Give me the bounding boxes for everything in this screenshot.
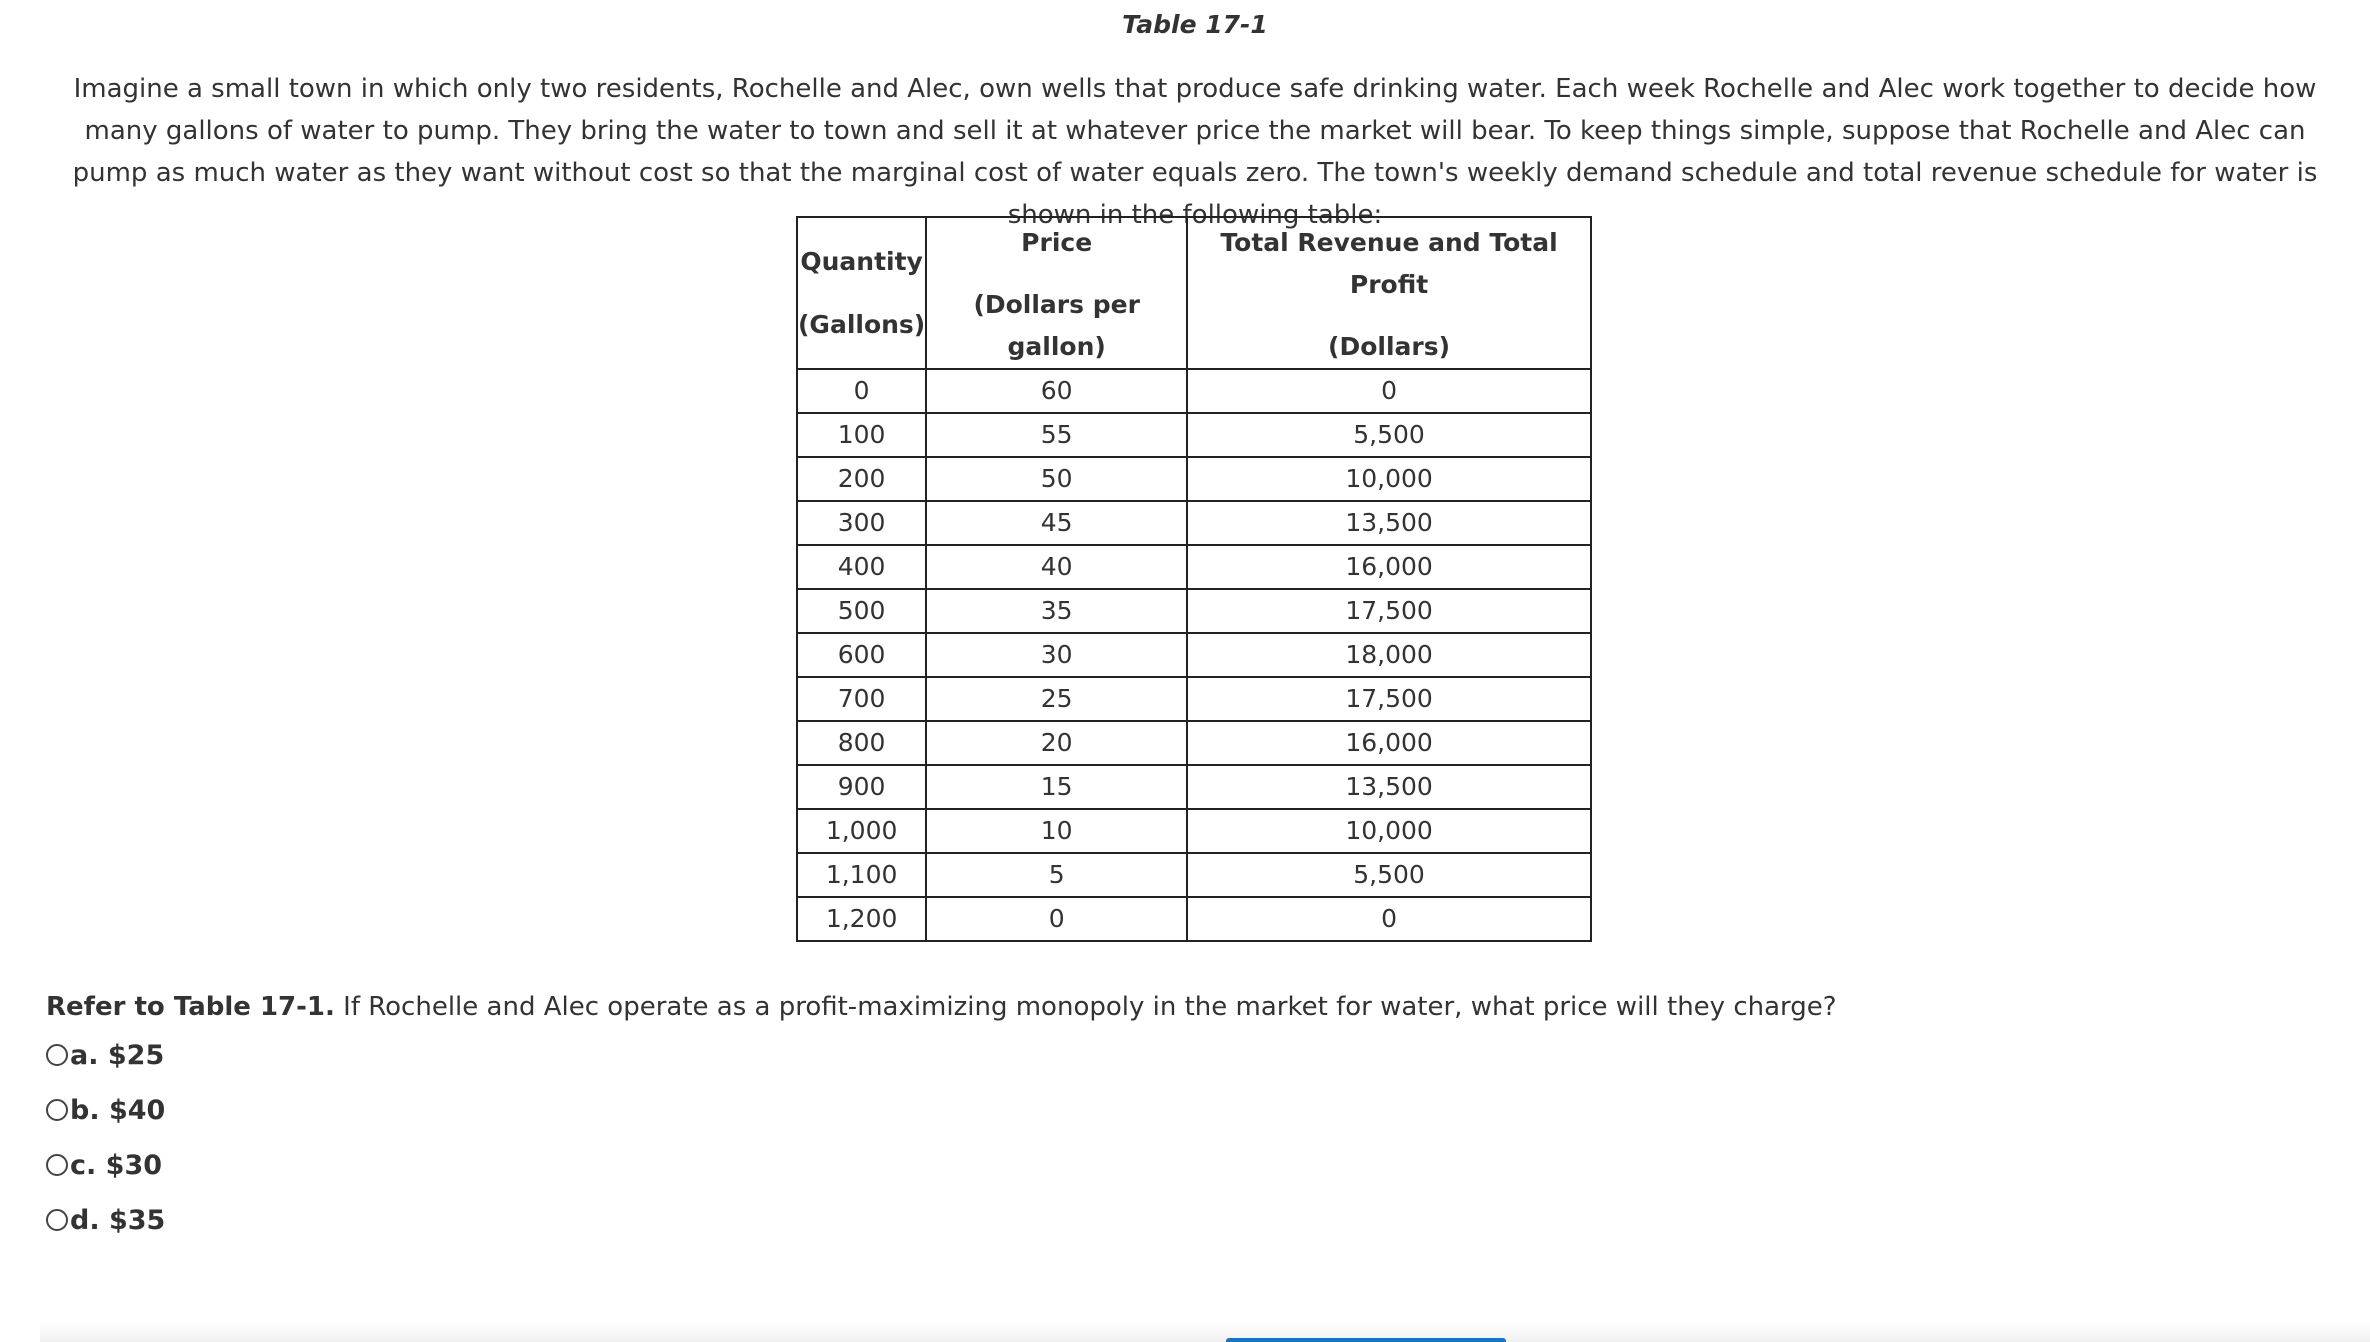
radio-d[interactable]: [46, 1209, 68, 1231]
cell-price: 30: [926, 633, 1187, 677]
cell-total-revenue: 10,000: [1187, 457, 1591, 501]
cell-price: 5: [926, 853, 1187, 897]
table-row: [797, 545, 1591, 589]
table-row: [797, 897, 1591, 941]
cell-quantity: 200: [797, 457, 926, 501]
radio-a[interactable]: [46, 1044, 68, 1066]
cell-quantity: 500: [797, 589, 926, 633]
cell-price: 25: [926, 677, 1187, 721]
cell-quantity: 1,200: [797, 897, 926, 941]
cell-quantity: 100: [797, 413, 926, 457]
option-c-label: c. $30: [70, 1149, 163, 1181]
question-text: [46, 992, 1837, 1022]
table-row: [797, 853, 1591, 897]
table-row: [797, 721, 1591, 765]
cell-total-revenue: 5,500: [1187, 853, 1591, 897]
cell-price: 45: [926, 501, 1187, 545]
intro-paragraph: Imagine a small town in which only two residents, Rochelle and Alec, own wells that produce safe drinking water. Each week Rochelle and Alec work together to decide how many gallons of water to pump. They bring the water to town and sell it at whatever price the market will bear. To keep things simple, suppose that Rochelle and Alec can pump as much water as they want without cost so that the marginal cost of water equals zero. The town's weekly demand schedule and total revenue schedule for water is shown in the following table:: [72, 74, 2318, 230]
cell-quantity: 700: [797, 677, 926, 721]
cell-price: 50: [926, 457, 1187, 501]
cell-total-revenue: 0: [1187, 897, 1591, 941]
bottom-accent-bar: [1226, 1338, 1506, 1342]
table-row: [797, 765, 1591, 809]
bottom-panel-edge: [40, 1322, 2370, 1342]
cell-total-revenue: 10,000: [1187, 809, 1591, 853]
answer-options: [46, 1034, 165, 1254]
cell-quantity: 0: [797, 369, 926, 413]
option-b[interactable]: [46, 1089, 165, 1131]
table-row: [797, 457, 1591, 501]
header-quantity: Quantity (Gallons): [797, 217, 926, 369]
cell-price: 20: [926, 721, 1187, 765]
header-total-revenue: Total Revenue and Total Profit (Dollars): [1187, 217, 1591, 369]
cell-quantity: 600: [797, 633, 926, 677]
question-ref: Refer to Table 17-1.: [46, 992, 335, 1022]
cell-total-revenue: 17,500: [1187, 677, 1591, 721]
table-header-row: [797, 217, 1591, 369]
cell-quantity: 800: [797, 721, 926, 765]
cell-total-revenue: 17,500: [1187, 589, 1591, 633]
cell-quantity: 1,000: [797, 809, 926, 853]
option-c[interactable]: [46, 1144, 165, 1186]
cell-quantity: 300: [797, 501, 926, 545]
cell-quantity: 400: [797, 545, 926, 589]
cell-price: 15: [926, 765, 1187, 809]
cell-price: 35: [926, 589, 1187, 633]
option-d[interactable]: [46, 1199, 165, 1241]
cell-quantity: 900: [797, 765, 926, 809]
option-b-label: b. $40: [70, 1094, 166, 1126]
option-d-label: d. $35: [70, 1204, 166, 1236]
radio-c[interactable]: [46, 1154, 68, 1176]
question-body: If Rochelle and Alec operate as a profit-maximizing monopoly in the market for water, what price will they charge?: [334, 992, 1837, 1022]
option-a-label: a. $25: [70, 1039, 165, 1071]
cell-total-revenue: 16,000: [1187, 545, 1591, 589]
table-row: [797, 501, 1591, 545]
cell-price: 60: [926, 369, 1187, 413]
demand-table: [796, 216, 1592, 942]
cell-total-revenue: 18,000: [1187, 633, 1591, 677]
cell-price: 0: [926, 897, 1187, 941]
cell-total-revenue: 13,500: [1187, 501, 1591, 545]
radio-b[interactable]: [46, 1099, 68, 1121]
table-title: Table 17-1: [1122, 10, 1268, 39]
table-row: [797, 413, 1591, 457]
table-row: [797, 809, 1591, 853]
table-row: [797, 633, 1591, 677]
cell-total-revenue: 13,500: [1187, 765, 1591, 809]
table-row: [797, 589, 1591, 633]
cell-quantity: 1,100: [797, 853, 926, 897]
table-row: [797, 369, 1591, 413]
cell-price: 55: [926, 413, 1187, 457]
option-a[interactable]: [46, 1034, 165, 1076]
cell-price: 10: [926, 809, 1187, 853]
header-price: Price (Dollars per gallon): [926, 217, 1187, 369]
cell-price: 40: [926, 545, 1187, 589]
cell-total-revenue: 16,000: [1187, 721, 1591, 765]
cell-total-revenue: 5,500: [1187, 413, 1591, 457]
cell-total-revenue: 0: [1187, 369, 1591, 413]
table-row: [797, 677, 1591, 721]
